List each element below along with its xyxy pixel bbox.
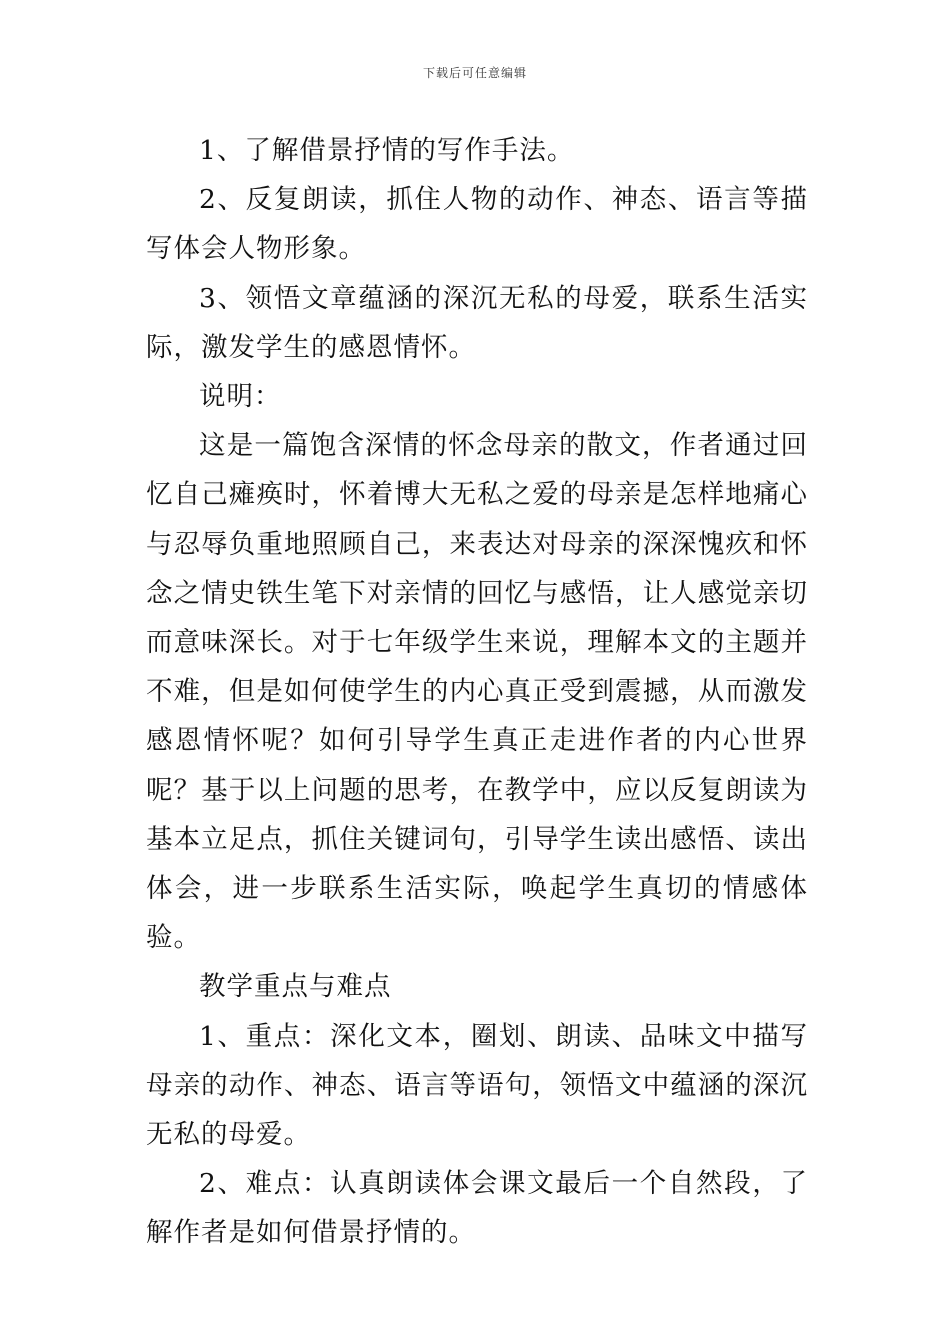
- objective-1: 1、了解借景抒情的写作手法。: [199, 135, 575, 166]
- key-point-2: 2、难点：认真朗读体会课文最后一个自然段，了解作者是如何借景抒情的。: [146, 1168, 808, 1249]
- explanation-heading: 说明：: [199, 381, 282, 413]
- objective-3: 3、领悟文章蕴涵的深沉无私的母爱，联系生活实际，激发学生的感恩情怀。: [146, 282, 808, 363]
- key-point-1: 1、重点：深化文本，圈划、朗读、品味文中描写母亲的动作、神态、语言等语句，领悟文中蕴涵的深沉无私的母爱。: [146, 1020, 808, 1151]
- key-points-heading: 教学重点与难点: [199, 971, 392, 1003]
- document-body: [146, 126, 808, 1258]
- explanation-paragraph: 这是一篇饱含深情的怀念母亲的散文，作者通过回忆自己瘫痪时，怀着博大无私之爱的母亲是怎样地痛心与忍辱负重地照顾自己，来表达对母亲的深深愧疚和怀念之情史铁生笔下对亲情的回忆与感悟，让人感觉亲切而意味深长。对于七年级学生来说，理解本文的主题并不难，但是如何使学生的内心真正受到震撼，从而激发感恩情怀呢？如何引导学生真正走进作者的内心世界呢？基于以上问题的思考，在教学中，应以反复朗读为基本立足点，抓住关键词句，引导学生读出感悟、读出体会，进一步联系生活实际，唤起学生真切的情感体验。: [146, 430, 808, 954]
- page-header-note: 下载后可任意编辑: [422, 66, 527, 80]
- objective-2: 2、反复朗读，抓住人物的动作、神态、语言等描写体会人物形象。: [146, 184, 808, 265]
